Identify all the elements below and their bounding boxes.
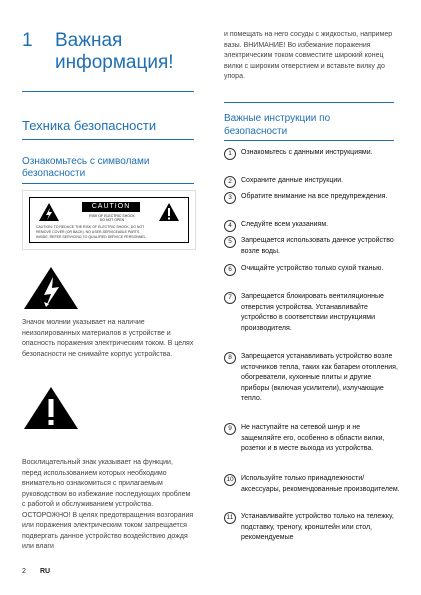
- item-text: Очищайте устройство только сухой тканью.: [241, 265, 384, 272]
- item-text: Используйте только принадлежности/аксессуары, рекомендованные производителем.: [241, 475, 400, 493]
- lightning-symbol-image: [22, 265, 80, 311]
- subsection-title: Ознакомьтесь с символами безопасности: [22, 156, 150, 179]
- item-number: 1: [224, 148, 236, 160]
- item-text: Обратите внимание на все предупреждения.: [241, 193, 388, 200]
- chapter-title: Важная информация!: [55, 30, 174, 73]
- lightning-warning-icon: [38, 202, 60, 222]
- continued-text: и помещать на него сосуды с жидкостью, например вазы. ВНИМАНИЕ! Во избежание поражения электрическим током совместите широкий конец вилки с широким отверстием и вставьте вилку до упора.: [224, 31, 393, 80]
- item-number: 11: [224, 512, 236, 524]
- item-number: 5: [224, 236, 236, 248]
- lightning-description: Значок молнии указывает на наличие неизолированных материалов в устройстве и опасность поражения электрическим током. В целях безопасности не снимайте корпус устройства.: [22, 319, 194, 358]
- caution-label-image: [22, 190, 196, 250]
- page-number: 2: [22, 568, 26, 575]
- exclamation-warning-icon: [22, 385, 80, 431]
- exclamation-warning-icon: [158, 202, 180, 222]
- item-text: Не наступайте на сетевой шнур и не защемляйте его, особенно в области вилки, розетки и в месте выхода из устройства.: [241, 424, 385, 452]
- item-text: Устанавливайте устройство только на тележку, подставку, треногу, кронштейн или стол, рекомендуемые: [241, 513, 394, 541]
- item-text: Запрещается блокировать вентиляционные отверстия устройства. Устанавливайте устройство в соответствии инструкциями производителя.: [241, 293, 384, 332]
- divider: [22, 139, 194, 140]
- item-number: 2: [224, 176, 236, 188]
- lightning-warning-icon: [22, 265, 80, 311]
- item-text: Запрещается устанавливать устройство возле источников тепла, таких как батареи отопления, обогреватели, кухонные плиты и другие приборы (включая усилители), излучающие тепло.: [241, 353, 398, 402]
- item-number: 10: [224, 474, 236, 486]
- instructions-title: Важные инструкции по безопасности: [224, 113, 331, 137]
- item-number: 7: [224, 292, 236, 304]
- caution-header: CAUTION: [82, 202, 140, 212]
- item-text: Следуйте всем указаниям.: [241, 221, 329, 228]
- language-code: RU: [40, 568, 51, 575]
- caution-notice: CAUTION: TO REDUCE THE RISK OF ELECTRIC SHOCK, DO NOT REMOVE COVER (OR BACK). NO USER-SERVICEABLE PARTS INSIDE. REFER SERVICING TO QUALIFIED SERVICE PERSONNEL.: [36, 225, 147, 239]
- item-number: 6: [224, 264, 236, 276]
- divider: [224, 140, 394, 141]
- divider: [22, 91, 194, 92]
- item-number: 9: [224, 423, 236, 435]
- item-number: 8: [224, 352, 236, 364]
- item-number: 4: [224, 220, 236, 232]
- divider: [22, 183, 194, 184]
- exclamation-symbol-image: [22, 385, 80, 431]
- item-text: Ознакомьтесь с данными инструкциями.: [241, 149, 373, 156]
- caution-subtext: RISK OF ELECTRIC SHOCK DO NOT OPEN: [89, 214, 135, 222]
- section-title: Техника безопасности: [22, 118, 157, 133]
- chapter-number: 1: [22, 30, 33, 51]
- item-number: 3: [224, 192, 236, 204]
- exclamation-description: Восклицательный знак указывает на функции, перед использованием которых необходимо внимательно ознакомиться с прилагаемым руководством во избежание последующих проблем с работой и обслуживанием устройства. ОСТОРОЖНО! В целях предотвращения возгорания или поражения электрическим током запрещается подвергать данное устройство воздействию дождя или влаги: [22, 459, 194, 550]
- divider: [224, 102, 394, 103]
- item-text: Запрещается использовать данное устройство возле воды.: [241, 237, 394, 255]
- item-text: Сохраните данные инструкции.: [241, 177, 344, 184]
